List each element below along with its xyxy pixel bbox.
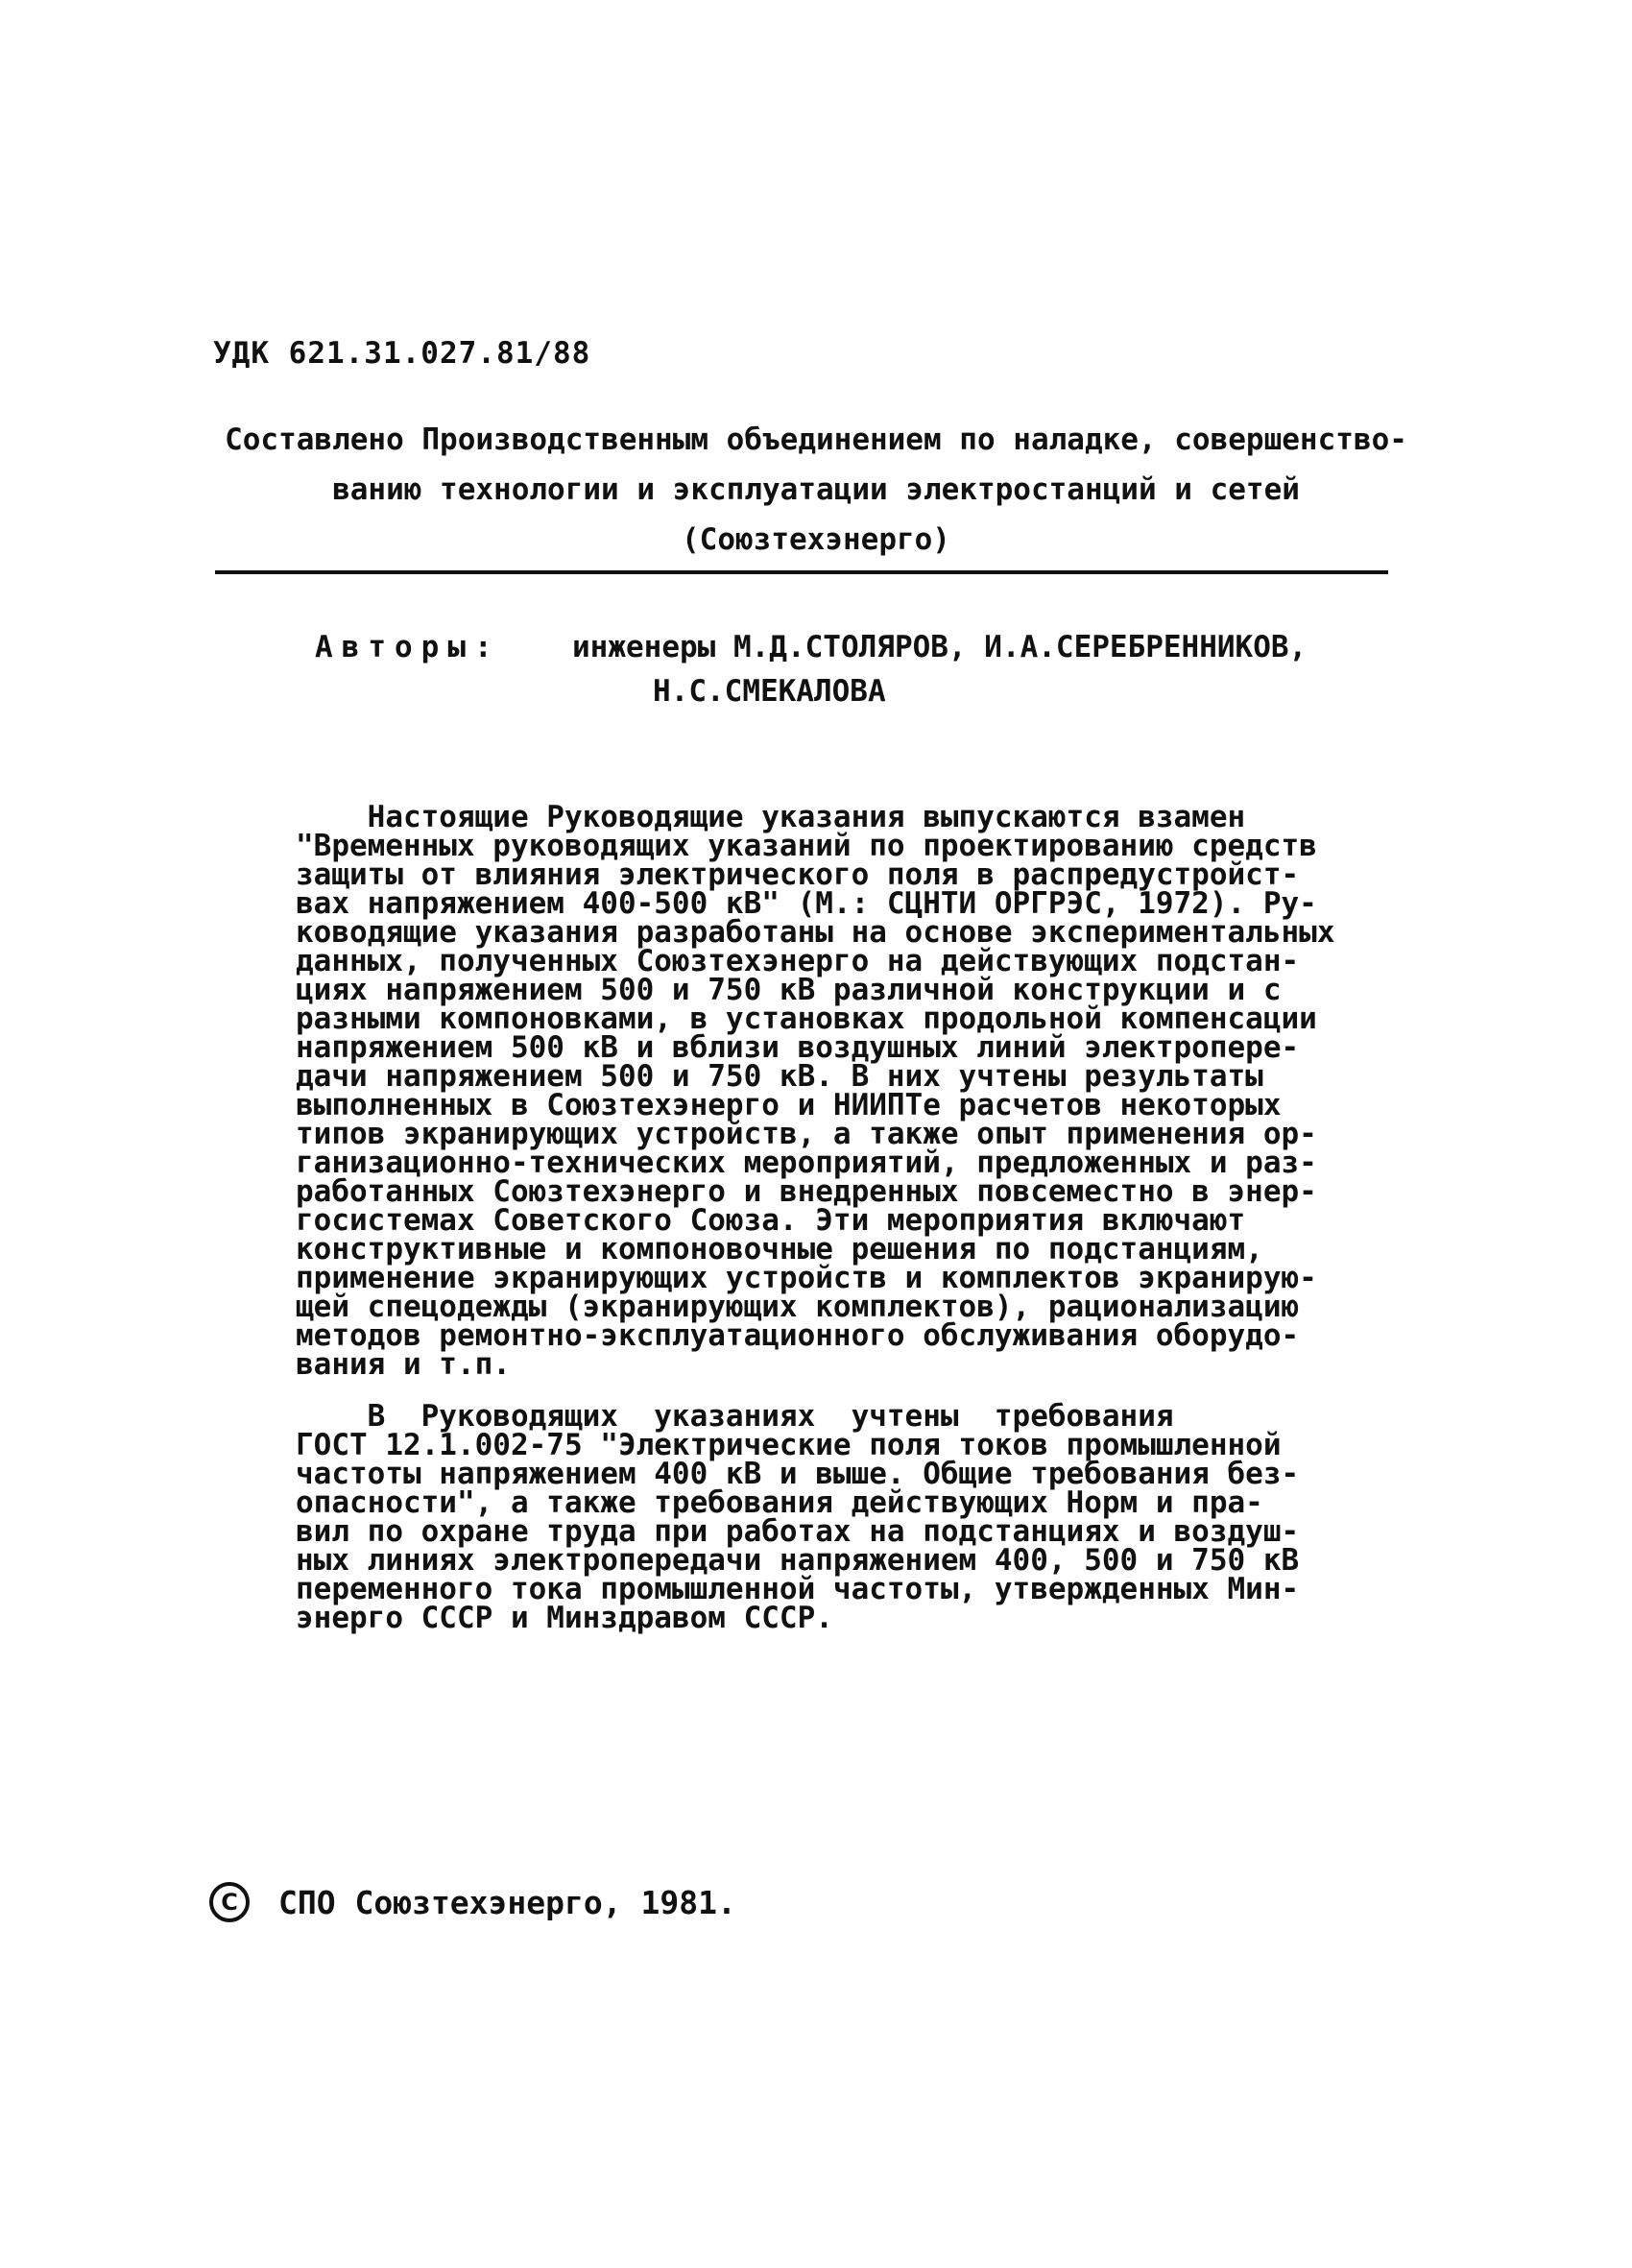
text-line: применение экранирующих устройств и комплектов экранирую-: [296, 1261, 1317, 1295]
text-line: работанных Союзтехэнерго и внедренных повсеместно в энер-: [296, 1174, 1317, 1209]
text-line: ных линиях электропередачи напряжением 400, 500 и 750 кВ: [296, 1543, 1300, 1578]
text-line: В Руководящих указаниях учтены требования: [296, 1399, 1174, 1434]
udk-code: УДК 621.31.027.81/88: [213, 336, 591, 371]
text-line: щей спецодежды (экранирующих комплектов), рационализацию: [296, 1290, 1300, 1324]
horizontal-rule: [215, 570, 1388, 574]
paragraph-1: [296, 800, 1352, 1382]
text-line: вах напряжением 400-500 кВ" (М.: СЦНТИ ОРГРЭС, 1972). Ру-: [296, 886, 1317, 921]
copyright-text: СПО Союзтехэнерго, 1981.: [278, 1883, 736, 1921]
text-line: данных, полученных Союзтехэнерго на действующих подстан-: [296, 944, 1300, 978]
text-line: методов ремонтно-эксплуатационного обслуживания оборудо-: [296, 1318, 1300, 1353]
text-line: "Временных руководящих указаний по проектированию средств: [296, 829, 1317, 863]
compiled-by-block: [192, 415, 1440, 565]
text-line: Настоящие Руководящие указания выпускаются взамен: [296, 800, 1246, 834]
text-line: дачи напряжением 500 и 750 кВ. В них учтены результаты: [296, 1059, 1263, 1094]
compiled-by-line: (Союзтехэнерго): [682, 522, 950, 557]
text-line: опасности", а также требования действующих Норм и пра-: [296, 1485, 1263, 1520]
text-line: частоты напряжением 400 кВ и выше. Общие требования без-: [296, 1457, 1300, 1491]
body-text: [296, 800, 1352, 1635]
text-line: переменного тока промышленной частоты, утвержденных Мин-: [296, 1572, 1300, 1606]
copyright-icon: C: [209, 1882, 250, 1922]
text-line: вил по охране труда при работах на подстанциях и воздуш-: [296, 1514, 1300, 1549]
copyright-line: [209, 1882, 736, 1922]
text-line: энерго СССР и Минздравом СССР.: [296, 1601, 833, 1635]
text-line: выполненных в Союзтехэнерго и НИИПТе расчетов некоторых: [296, 1088, 1282, 1122]
text-line: циях напряжением 500 и 750 кВ различной конструкции и с: [296, 973, 1282, 1007]
compiled-by-line: Составлено Производственным объединением по наладке, совершенство-: [225, 422, 1407, 457]
compiled-by-line: ванию технологии и эксплуатации электростанций и сетей: [332, 472, 1300, 507]
authors-label: Авторы:: [315, 630, 501, 664]
text-line: ганизационно-технических мероприятий, предложенных и раз-: [296, 1146, 1317, 1180]
text-line: конструктивные и компоновочные решения по подстанциям,: [296, 1232, 1263, 1267]
text-line: госистемах Советского Союза. Эти мероприятия включают: [296, 1203, 1246, 1238]
authors-names-line1: инженеры М.Д.СТОЛЯРОВ, И.А.СЕРЕБРЕННИКОВ,: [572, 630, 1308, 664]
authors-names-line2: Н.С.СМЕКАЛОВА: [653, 674, 886, 709]
text-line: защиты от влияния электрического поля в распредустройст-: [296, 857, 1300, 892]
text-line: разными компоновками, в установках продольной компенсации: [296, 1001, 1317, 1036]
paragraph-2: [296, 1399, 1352, 1635]
text-line: типов экранирующих устройств, а также опыт применения ор-: [296, 1117, 1317, 1151]
text-line: ководящие указания разработаны на основе экспериментальных: [296, 915, 1335, 950]
text-line: вания и т.п.: [296, 1347, 511, 1382]
text-line: ГОСТ 12.1.002-75 "Электрические поля токов промышленной: [296, 1428, 1282, 1462]
text-line: напряжением 500 кВ и вблизи воздушных линий электропере-: [296, 1030, 1300, 1065]
